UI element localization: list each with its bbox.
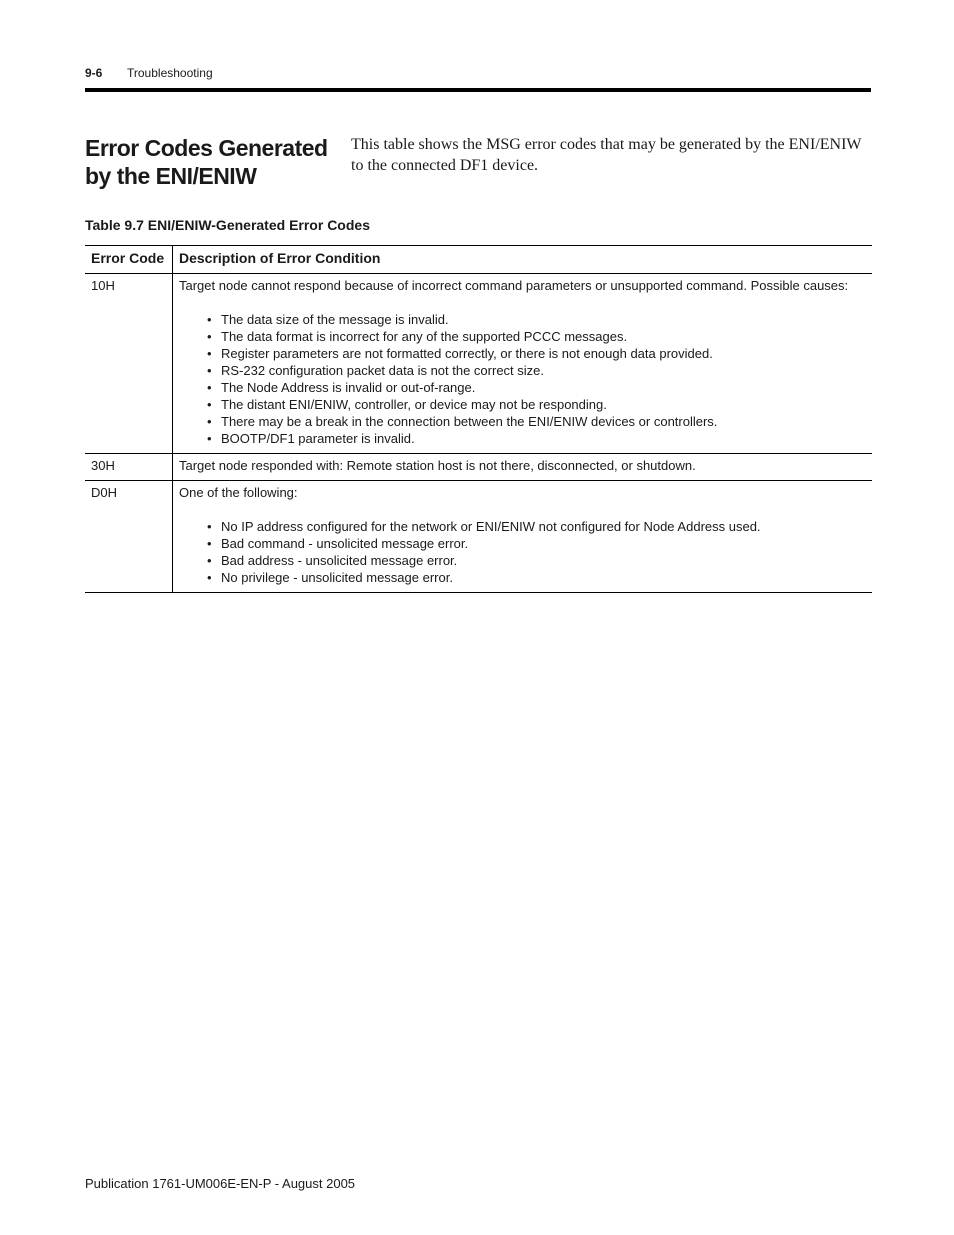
error-code-cell: 10H — [85, 274, 173, 454]
table-header-row — [85, 246, 872, 274]
intro-paragraph: This table shows the MSG error codes that may be generated by the ENI/ENIW to the connected DF1 device. — [351, 136, 862, 174]
list-item: • Register parameters are not formatted correctly, or there is not enough data provided. — [221, 345, 866, 362]
page-number: 9-6 — [85, 66, 103, 80]
description-cell — [173, 274, 873, 454]
list-item: • The Node Address is invalid or out-of-range. — [221, 379, 866, 396]
cause-list — [179, 518, 866, 586]
list-item: • There may be a break in the connection between the ENI/ENIW devices or controllers. — [221, 413, 866, 430]
page-footer: Publication 1761-UM006E-EN-P - August 2005 — [85, 1176, 356, 1191]
list-item: • The data format is incorrect for any of the supported PCCC messages. — [221, 328, 866, 345]
list-item: • BOOTP/DF1 parameter is invalid. — [221, 430, 866, 447]
description-text: Target node responded with: Remote station host is not there, disconnected, or shutdown. — [179, 458, 696, 473]
section-title: Troubleshooting — [127, 66, 213, 80]
error-code-cell: 30H — [85, 454, 173, 481]
description-cell — [173, 481, 873, 593]
description-cell — [173, 454, 873, 481]
page-header — [85, 66, 871, 82]
section-heading: Error Codes Generated by the ENI/ENIW — [85, 135, 328, 189]
table-row — [85, 274, 872, 454]
description-text: Target node cannot respond because of incorrect command parameters or unsupported command. Possible causes: — [179, 278, 849, 293]
description-text: One of the following: — [179, 485, 298, 500]
list-item: • The distant ENI/ENIW, controller, or device may not be responding. — [221, 396, 866, 413]
table-caption: Table 9.7 ENI/ENIW-Generated Error Codes — [85, 217, 370, 233]
column-header-description: Description of Error Condition — [179, 250, 381, 266]
list-item: • No privilege - unsolicited message error. — [221, 569, 866, 586]
error-code-cell: D0H — [85, 481, 173, 593]
error-code-table — [85, 245, 872, 593]
table-row — [85, 481, 872, 593]
list-item: • Bad command - unsolicited message error. — [221, 535, 866, 552]
list-item: • RS-232 configuration packet data is not the correct size. — [221, 362, 866, 379]
cause-list — [179, 311, 866, 447]
table-row — [85, 454, 872, 481]
column-header-error-code: Error Code — [85, 246, 173, 274]
list-item: • Bad address - unsolicited message error. — [221, 552, 866, 569]
header-rule — [85, 88, 871, 92]
list-item: • The data size of the message is invalid. — [221, 311, 866, 328]
list-item: • No IP address configured for the network or ENI/ENIW not configured for Node Address used. — [221, 518, 866, 535]
